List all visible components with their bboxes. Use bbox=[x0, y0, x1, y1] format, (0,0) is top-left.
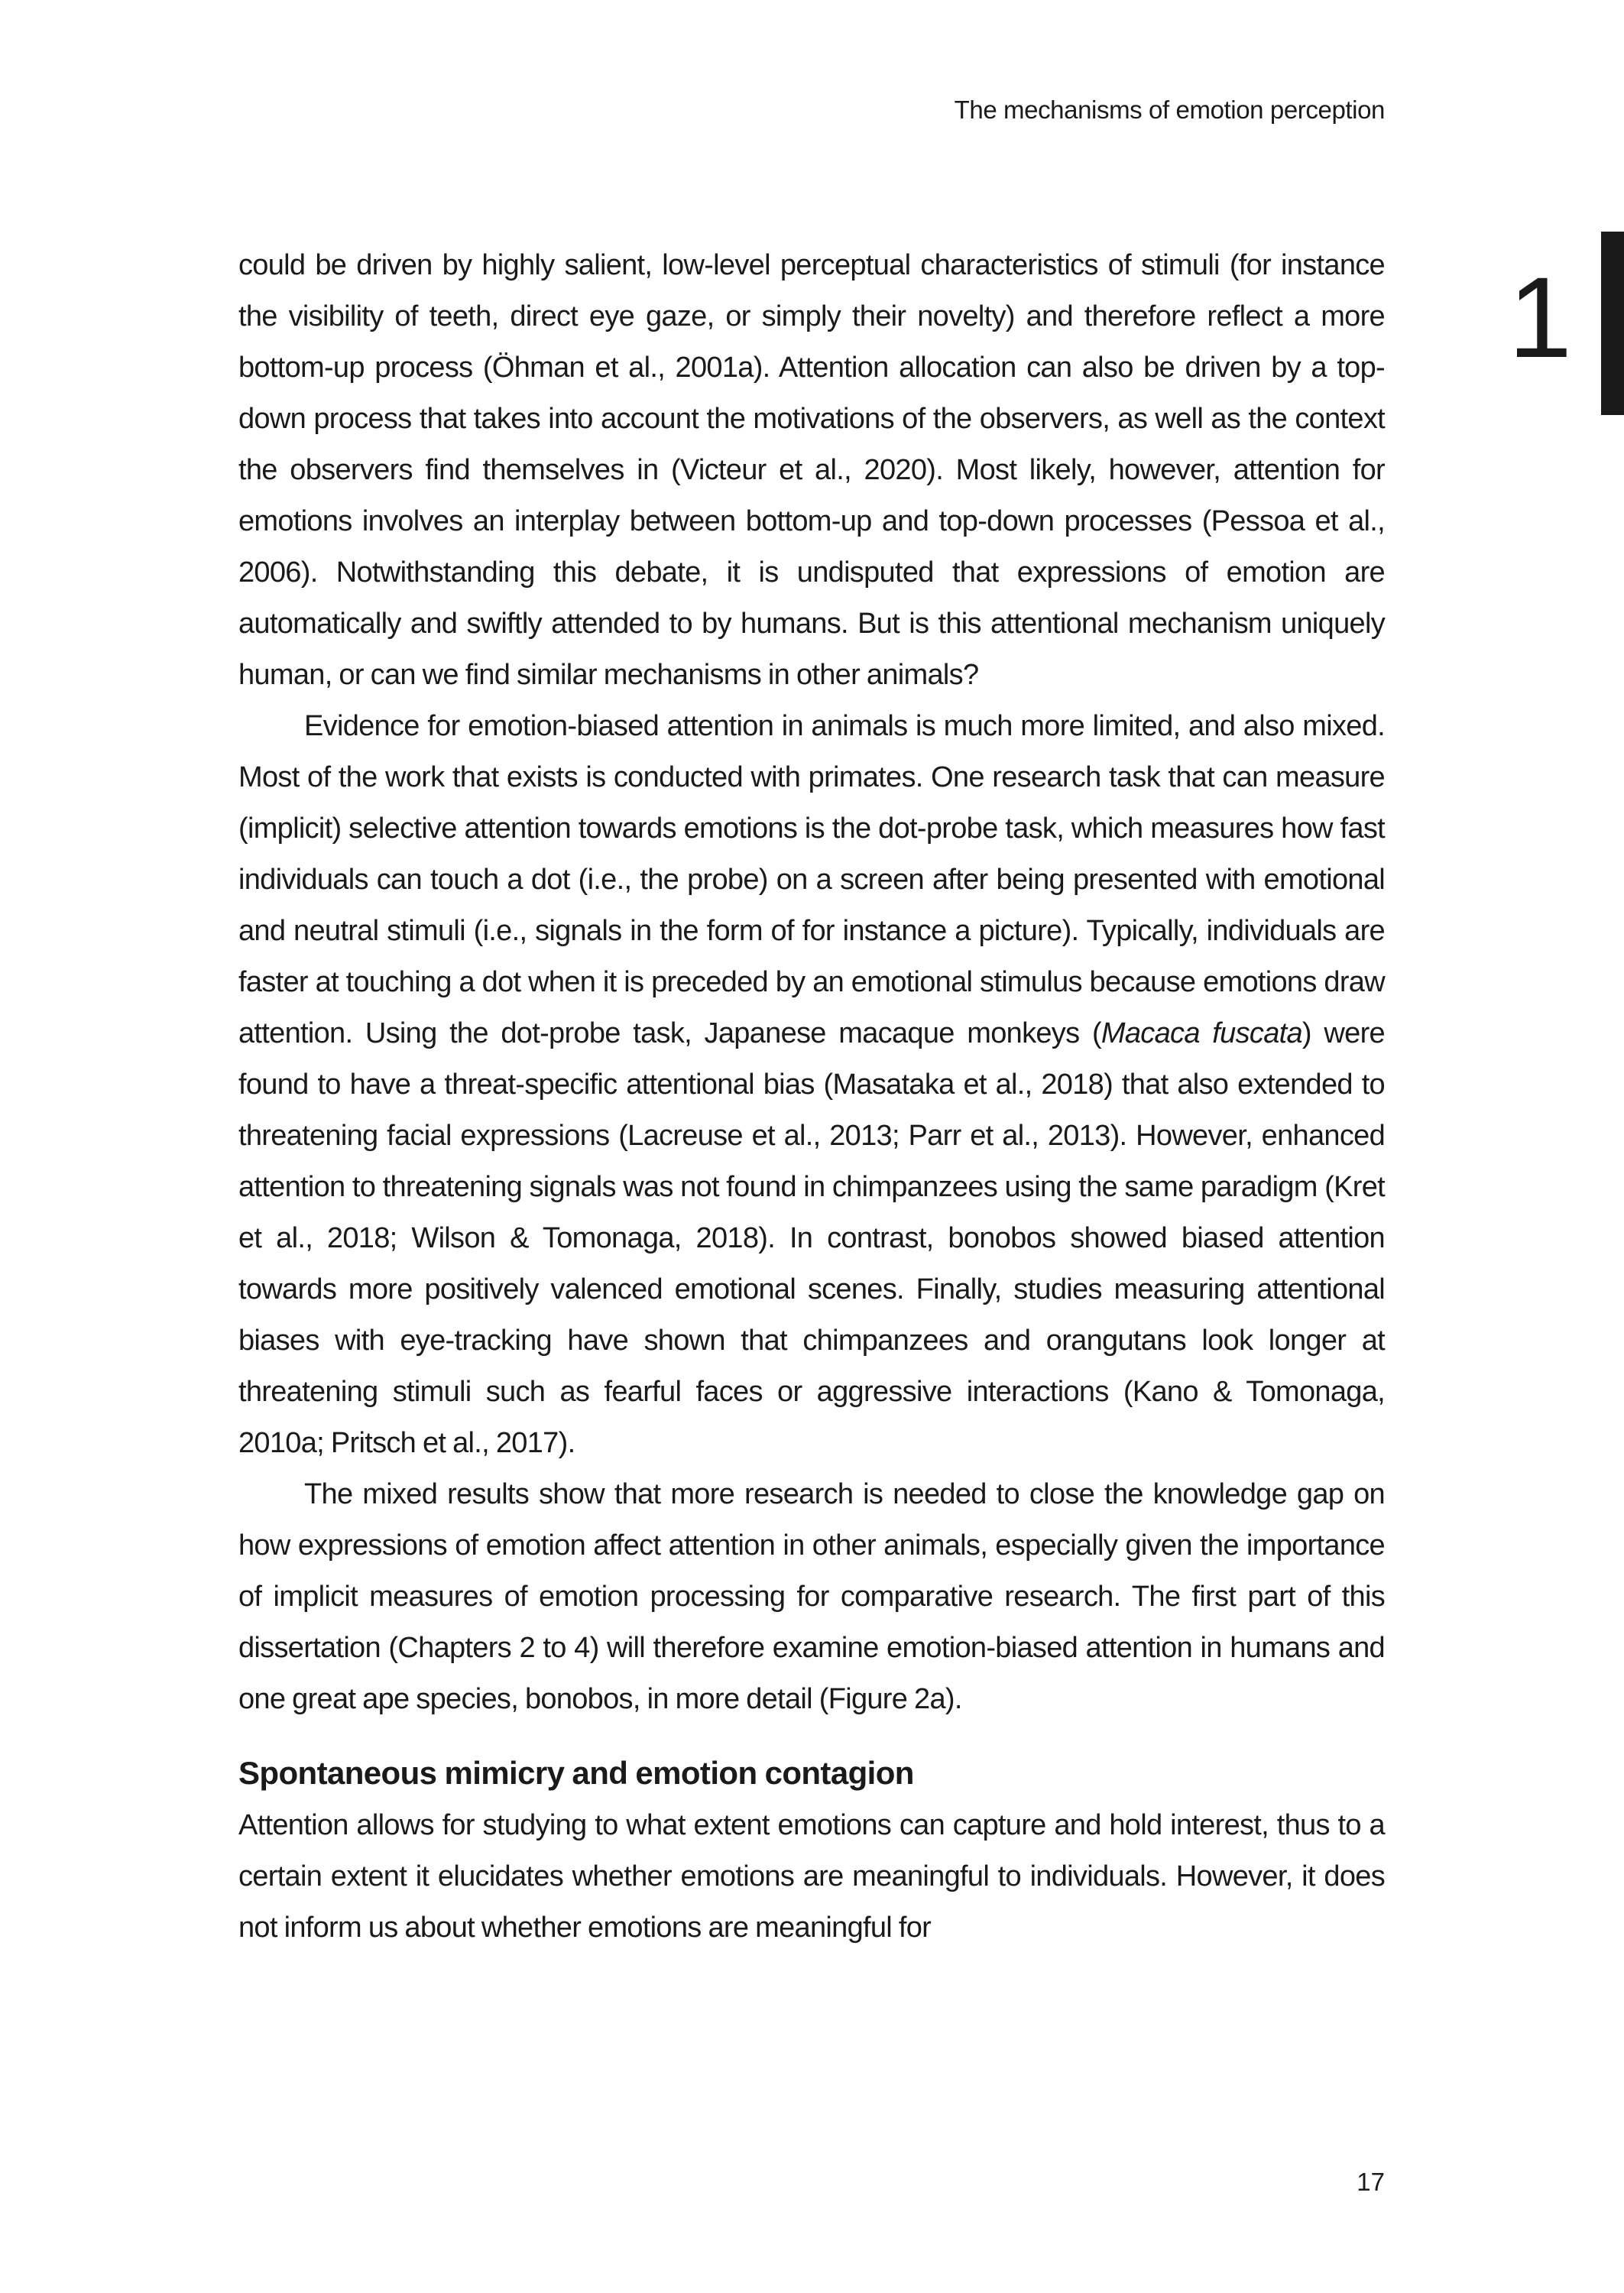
page-number: 17 bbox=[1357, 2168, 1385, 2196]
paragraph bbox=[238, 701, 1385, 1469]
paragraph-text: Evidence for emotion-biased attention in animals is much more limited, and also mixed. Most of the work that exists is conducted with primates. One research task that can measure (implicit) selective attention towards emotions is the dot-probe task, which measures how fast individuals can touch a dot (i.e., the probe) on a screen after being presented with emotional and neutral stimuli (i.e., signals in the form of for instance a picture). Typically, individuals are faster at touching a dot when it is preceded by an emotional stimulus because emotions draw attention. Using the dot-probe task, Japanese macaque monkeys ( bbox=[238, 710, 1385, 1049]
paragraph: The mixed results show that more research is needed to close the knowledge gap on how expressions of emotion affect attention in other animals, especially given the importance of implicit measures of emotion processing for comparative research. The first part of this dissertation (Chapters 2 to 4) will therefore examine emotion-biased attention in humans and one great ape species, bonobos, in more detail (Figure 2a). bbox=[238, 1478, 1385, 1715]
section-heading: Spontaneous mimicry and emotion contagion bbox=[238, 1755, 914, 1791]
chapter-thumb-tab bbox=[1601, 232, 1624, 415]
chapter-number: 1 bbox=[1508, 253, 1569, 381]
species-name-italic: Macaca fuscata bbox=[1100, 1017, 1302, 1049]
body-text bbox=[238, 240, 1385, 1954]
running-header: The mechanisms of emotion perception bbox=[954, 96, 1385, 124]
paragraph: could be driven by highly salient, low-level perceptual characteristics of stimuli (for instance the visibility of teeth, direct eye gaze, or simply their novelty) and therefore reflect a more bottom-up process (Öhman et al., 2001a). Attention allocation can also be driven by a top-down process that takes into account the motivations of the observers, as well as the context the observers find themselves in (Victeur et al., 2020). Most likely, however, attention for emotions involves an interplay between bottom-up and top-down processes (Pessoa et al., 2006). Notwithstanding this debate, it is undisputed that expressions of emotion are automatically and swiftly attended to by humans. But is this attentional mechanism uniquely human, or can we find similar mechanisms in other animals? bbox=[238, 249, 1385, 691]
paragraph-text: ) were found to have a threat-specific attentional bias (Masataka et al., 2018) that also extended to threatening facial expressions (Lacreuse et al., 2013; Parr et al., 2013). However, enhanced attention to threatening signals was not found in chimpanzees using the same paradigm (Kret et al., 2018; Wilson & Tomonaga, 2018). In contrast, bonobos showed biased attention towards more positively valenced emotional scenes. Finally, studies measuring attentional biases with eye-tracking have shown that chimpanzees and orangutans look longer at threatening stimuli such as fearful faces or aggressive interactions (Kano & Tomonaga, 2010a; Pritsch et al., 2017). bbox=[238, 1017, 1385, 1459]
paragraph: Attention allows for studying to what extent emotions can capture and hold interest, thus to a certain extent it elucidates whether emotions are meaningful to individuals. However, it does not inform us about whether emotions are meaningful for bbox=[238, 1809, 1385, 1944]
